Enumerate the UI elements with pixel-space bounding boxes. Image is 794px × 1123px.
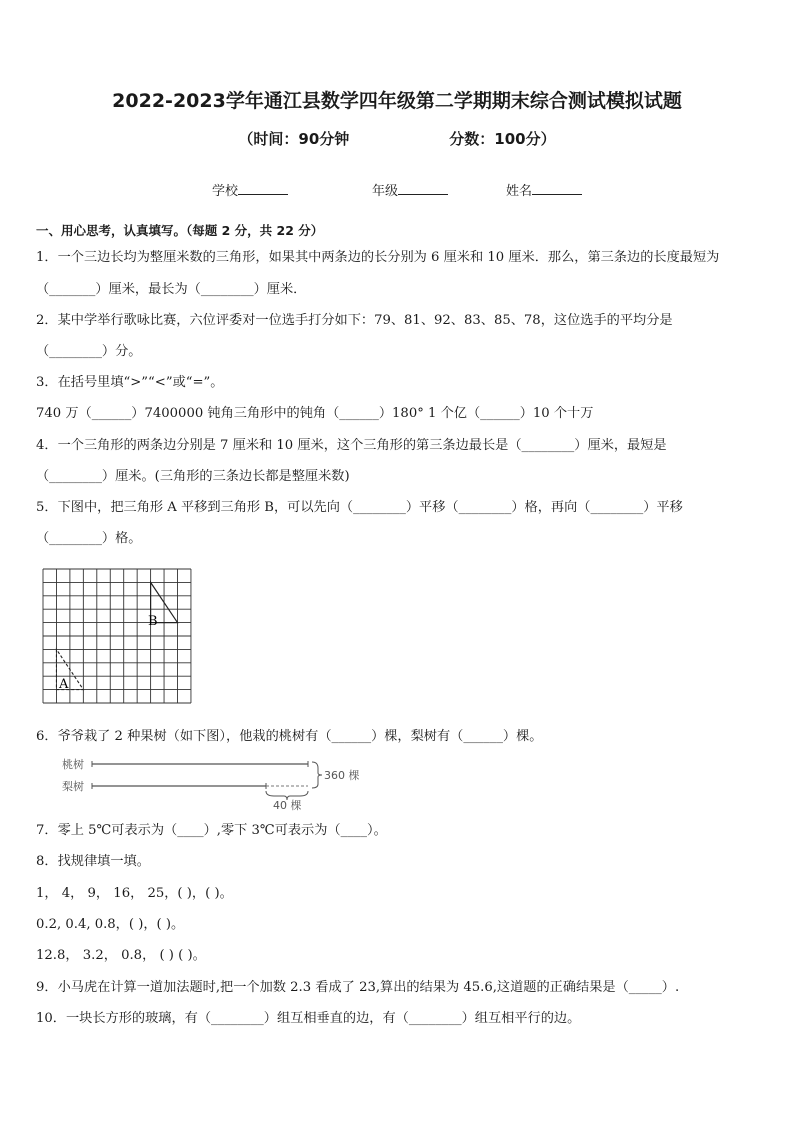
grade-field: 年级 [372,180,448,199]
question-line: 2．某中学举行歌咏比赛，六位评委对一位选手打分如下：79、81、92、83、85、78，这位选手的平均分是 [36,313,673,328]
tree-bar-figure [62,756,362,816]
question-line: （________）分。 [36,344,142,359]
question-line: 1， 4， 9， 16， 25，( )，( )。 [36,886,233,901]
bar-svg [62,756,362,812]
name-field: 姓名 [506,180,582,199]
question-line: 12.8， 3.2， 0.8， ( ) ( )。 [36,948,206,963]
total-brace [312,762,322,788]
question-line: （_______）厘米，最长为（________）厘米． [36,282,307,297]
question-line: 7．零上 5℃可表示为（____）,零下 3℃可表示为（____）。 [36,823,387,838]
question-line: 3．在括号里填“>”“<”或“=”。 [36,375,224,390]
question-line: （________）格。 [36,531,142,546]
page-title: 2022-2023学年通江县数学四年级第二学期期末综合测试模拟试题 [112,90,682,112]
question-line: 4．一个三角形的两条边分别是 7 厘米和 10 厘米，这个三角形的第三条边最长是（________）厘米，最短是 [36,438,667,453]
school-field: 学校 [212,180,288,199]
question-line: 6．爷爷栽了 2 种果树（如下图），他栽的桃树有（______）棵，梨树有（______）棵。 [36,729,543,744]
question-line: 9．小马虎在计算一道加法题时,把一个加数 2.3 看成了 23,算出的结果为 45.6,这道题的正确结果是（_____）. [36,980,680,995]
question-line: 10．一块长方形的玻璃，有（________）组互相垂直的边，有（________）组互相平行的边。 [36,1011,581,1026]
grid-svg [42,568,194,708]
question-line: 5．下图中，把三角形 A 平移到三角形 B，可以先向（________）平移（________）格，再向（________）平移 [36,500,683,515]
label-b: B [148,614,158,629]
time-limit: （时间：90分钟 [238,130,350,148]
translation-grid-figure [42,568,194,712]
total-count-label: 360 棵 [324,769,360,782]
label-a: A [59,677,69,692]
pear-label: 梨树 [62,780,84,793]
diff-count-label: 40 棵 [273,799,302,812]
question-line: 740 万（______）7400000 钝角三角形中的钝角（______）180° 1 个亿（______）10 个十万 [36,406,594,421]
question-line: （________）厘米。(三角形的三条边长都是整厘米数) [36,469,350,484]
exam-meta [0,128,794,149]
question-line: 0.2, 0.4, 0.8，( )，( )。 [36,917,185,932]
section-heading: 一、用心思考，认真填写。（每题 2 分，共 22 分） [36,223,324,238]
peach-label: 桃树 [62,758,84,771]
question-line: 1．一个三边长均为整厘米数的三角形，如果其中两条边的长分别为 6 厘米和 10 厘米．那么，第三条边的长度最短为 [36,250,720,265]
total-score: 分数：100分） [449,130,556,148]
question-line: 8．找规律填一填。 [36,854,150,869]
